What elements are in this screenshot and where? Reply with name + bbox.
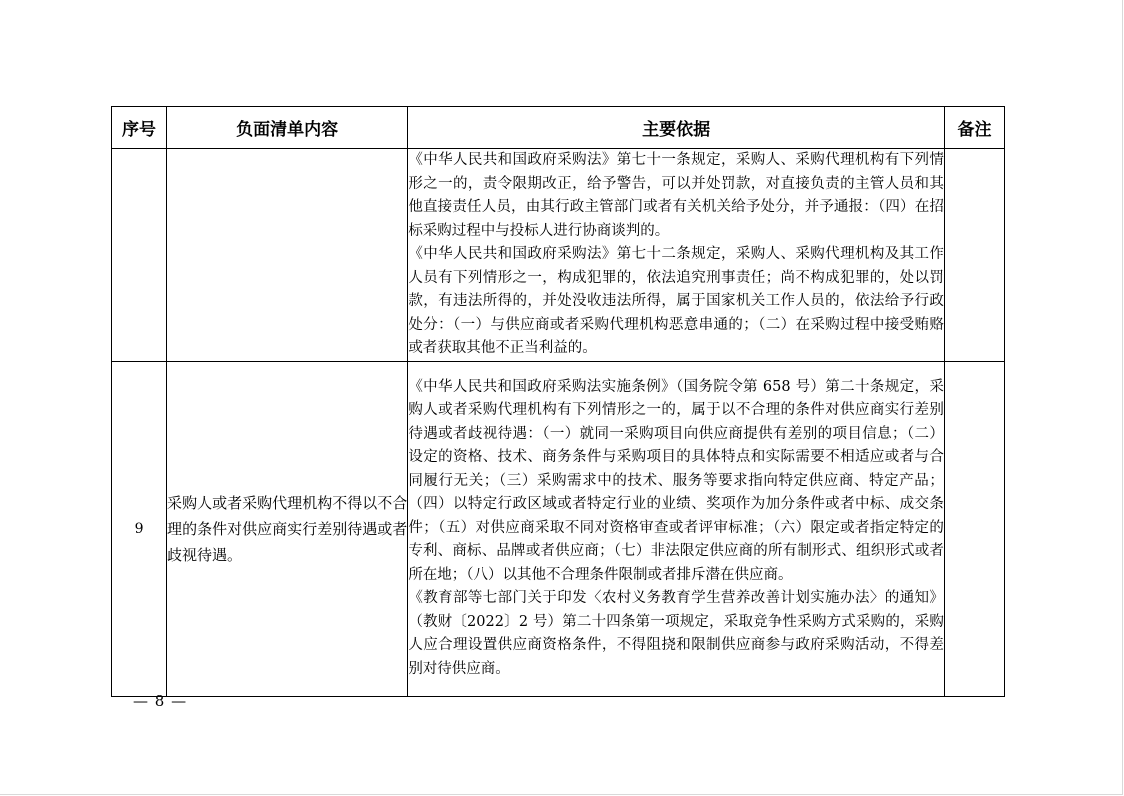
basis-paragraph: 《教育部等七部门关于印发〈农村义务教育学生营养改善计划实施办法〉的通知》（教财〔2022〕2 号）第二十四条第一项规定，采取竞争性采购方式采购的，采购人应合理设置供应商资格条件，不得阻挠和限制供应商参与政府采购活动，不得差别对待供应商。 xyxy=(408,590,944,677)
row-main-basis xyxy=(408,149,945,362)
basis-paragraph: 《中华人民共和国政府采购法实施条例》（国务院令第 658 号）第二十条规定，采购人或者采购代理机构有下列情形之一的，属于以不合理的条件对供应商实行差别待遇或者歧视待遇：（一）就同一采购项目向供应商提供有差别的项目信息；（二）设定的资格、技术、商务条件与采购项目的具体特点和实际需要不相适应或者与合同履行无关；（三）采购需求中的技术、服务等要求指向特定供应商、特定产品；（四）以特定行政区域或者特定行业的业绩、奖项作为加分条件或者中标、成交条件；（五）对供应商采取不同对资格审查或者评审标准；（六）限定或者指定特定的专利、商标、品牌或者供应商；（七）非法限定供应商的所有制形式、组织形式或者所在地；（八）以其他不合理条件限制或者排斥潜在供应商。 xyxy=(408,378,944,583)
table-row xyxy=(112,361,1005,696)
negative-list-table xyxy=(111,106,1005,697)
header-main-basis: 主要依据 xyxy=(408,107,945,149)
row-list-content: 采购人或者采购代理机构不得以不合理的条件对供应商实行差别待遇或者歧视待遇。 xyxy=(167,361,408,696)
header-remarks: 备注 xyxy=(944,107,1004,149)
table-row xyxy=(112,149,1005,362)
row-list-content xyxy=(167,149,408,362)
row-main-basis xyxy=(408,361,945,696)
table-header-row xyxy=(112,107,1005,149)
header-list-content: 负面清单内容 xyxy=(167,107,408,149)
basis-paragraph: 《中华人民共和国政府采购法》第七十二条规定，采购人、采购代理机构及其工作人员有下列情形之一，构成犯罪的，依法追究刑事责任；尚不构成犯罪的，处以罚款，有违法所得的，并处没收违法所得，属于国家机关工作人员的，依法给予行政处分：（一）与供应商或者采购代理机构恶意串通的；（二）在采购过程中接受贿赂或者获取其他不正当利益的。 xyxy=(408,246,944,356)
row-serial-number xyxy=(112,149,167,362)
row-serial-number: 9 xyxy=(112,361,167,696)
page-number: — 8 — xyxy=(133,692,188,710)
header-serial-number: 序号 xyxy=(112,107,167,149)
row-remarks xyxy=(944,149,1004,362)
row-remarks xyxy=(944,361,1004,696)
basis-paragraph: 《中华人民共和国政府采购法》第七十一条规定，采购人、采购代理机构有下列情形之一的，责令限期改正，给予警告，可以并处罚款，对直接负责的主管人员和其他直接责任人员，由其行政主管部门或者有关机关给予处分，并予通报：（四）在招标采购过程中与投标人进行协商谈判的。 xyxy=(408,152,944,239)
